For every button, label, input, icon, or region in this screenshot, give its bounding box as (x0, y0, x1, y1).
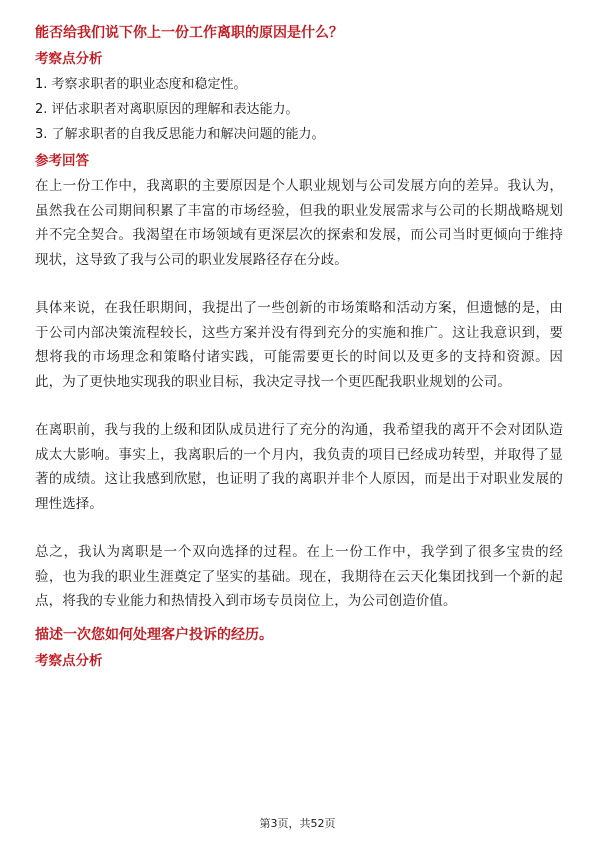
document-page (35, 22, 563, 674)
answer-paragraph: 在离职前，我与我的上级和团队成员进行了充分的沟通，我希望我的离开不会对团队造成太大影响。事实上，我离职后的一个月内，我负责的项目已经成功转型，并取得了显著的成绩。这让我感到欣慰，也证明了我的离职并非个人原因，而是出于对职业发展的理性选择。 (35, 422, 563, 512)
analysis-point: 1. 考察求职者的职业态度和稳定性。 (35, 77, 247, 92)
answer-paragraph: 在上一份工作中，我离职的主要原因是个人职业规划与公司发展方向的差异。我认为，虽然我在公司期间积累了丰富的市场经验，但我的职业发展需求与公司的长期战略规划并不完全契合。我渴望在市场领域有更深层次的探索和发展，而公司当时更倾向于维持现状，这导致了我与公司的职业发展路径存在分歧。 (35, 178, 563, 268)
page-footer: 第3页，共52页 (259, 817, 336, 830)
answer-heading: 参考回答 (35, 153, 89, 169)
analysis-point: 3. 了解求职者的自我反思能力和解决问题的能力。 (35, 127, 325, 142)
question-heading-2: 描述一次您如何处理客户投诉的经历。 (35, 626, 273, 643)
analysis-heading: 考察点分析 (35, 51, 103, 67)
analysis-point: 2. 评估求职者对离职原因的理解和表达能力。 (35, 102, 299, 117)
analysis-heading-2: 考察点分析 (35, 652, 103, 669)
question-heading: 能否给我们说下你上一份工作离职的原因是什么？ (35, 25, 343, 41)
answer-paragraph: 具体来说，在我任职期间，我提出了一些创新的市场策略和活动方案，但遗憾的是，由于公司内部决策流程较长，这些方案并没有得到充分的实施和推广。这让我意识到，要想将我的市场理念和策略付诸实践，可能需要更长的时间以及更多的支持和资源。因此，为了更快地实现我的职业目标，我决定寻找一个更匹配我职业规划的公司。 (35, 300, 563, 390)
answer-paragraph: 总之，我认为离职是一个双向选择的过程。在上一份工作中，我学到了很多宝贵的经验，也为我的职业生涯奠定了坚实的基础。现在，我期待在云天化集团找到一个新的起点，将我的专业能力和热情投入到市场专员岗位上，为公司创造价值。 (35, 544, 563, 609)
